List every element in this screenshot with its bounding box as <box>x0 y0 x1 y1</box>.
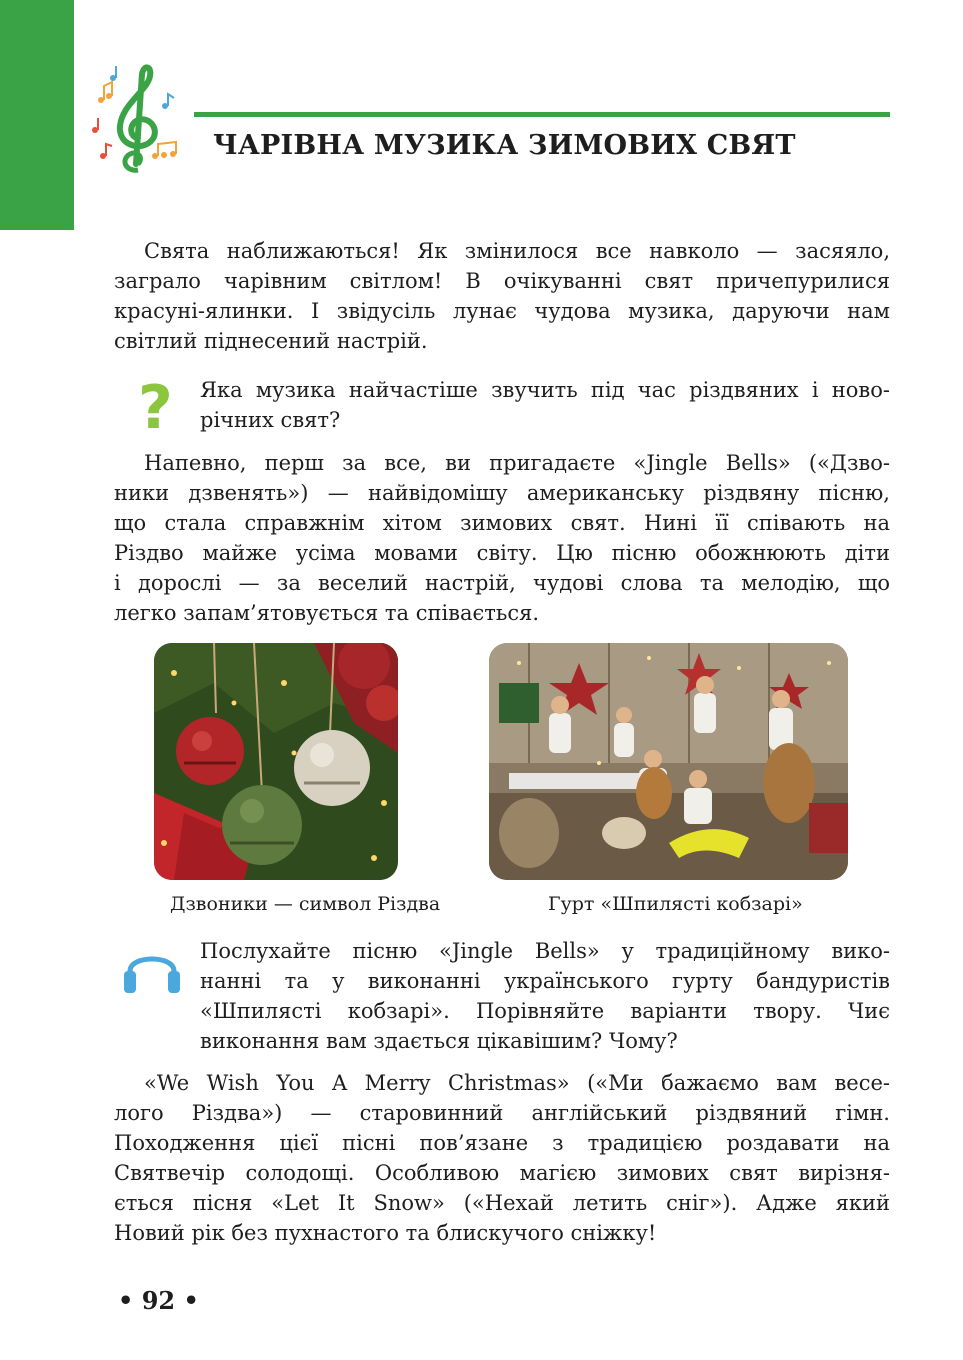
text-line: Новий рік без пухнастого та блискучого сніжку! <box>114 1221 657 1245</box>
text-line: світлий піднесений настрій. <box>114 329 428 353</box>
carols-paragraph <box>114 1068 890 1248</box>
question-mark-icon: ? <box>138 373 173 443</box>
caption-bells: Дзвоники — символ Різдва <box>170 893 441 915</box>
text-line: Різдво майже усіма мовами світу. Цю пісню обожнюють діти <box>114 541 890 565</box>
text-line: красуні-ялинки. І звідусіль лунає чудова музика, даруючи нам <box>114 299 890 323</box>
text-line: Походження цієї пісні пов’язане з традицією роздавати на <box>114 1131 890 1155</box>
text-line: Послухайте пісню «Jingle Bells» у традиційному вико- <box>200 939 890 963</box>
intro-paragraph <box>114 236 890 356</box>
page-title: ЧАРІВНА МУЗИКА ЗИМОВИХ СВЯТ <box>213 130 796 161</box>
text-line: лого Різдва») — старовинний англійський різдвяний гімн. <box>114 1101 890 1125</box>
chapter-color-tab <box>0 0 74 230</box>
text-line: виконання вам здається цікавішим? Чому? <box>200 1029 678 1053</box>
jingle-bells-paragraph <box>114 448 890 628</box>
text-line: річних свят? <box>200 408 341 432</box>
treble-clef-icon <box>86 60 186 180</box>
text-line: Свята наближаються! Як змінилося все навколо — засяяло, <box>144 239 890 263</box>
text-line: Святвечір солодощі. Особливою магією зимових свят вирізня- <box>114 1161 890 1185</box>
text-line: ється пісня «Let It Snow» («Нехай летить сніг»). Адже який <box>114 1191 890 1215</box>
page-number: • 92 • <box>118 1286 199 1315</box>
question-block <box>200 375 890 435</box>
text-line: і дорослі — за веселий настрій, чудові слова та мелодію, що <box>114 571 890 595</box>
title-rule <box>194 112 890 117</box>
text-line: «Шпилясті кобзарі». Порівняйте варіанти твору. Чиє <box>200 999 890 1023</box>
text-line: що стала справжнім хітом зимових свят. Нині її співають на <box>114 511 890 535</box>
photo-band-shpyliasti-kobzari <box>489 643 848 880</box>
text-line: легко запам’ятовується та співається. <box>114 601 540 625</box>
text-line: нанні та у виконанні українського гурту бандуристів <box>200 969 890 993</box>
headphones-icon <box>120 945 184 995</box>
caption-band: Гурт «Шпилясті кобзарі» <box>548 893 803 915</box>
text-line: ники дзвенять») — найвідомішу американську різдвяну пісню, <box>114 481 890 505</box>
text-line: заграло чарівним світлом! В очікуванні свят причепурилися <box>114 269 890 293</box>
text-line: Напевно, перш за все, ви пригадаєте «Jingle Bells» («Дзво- <box>144 451 890 475</box>
listen-task-block <box>200 936 890 1056</box>
text-line: «We Wish You A Merry Christmas» («Ми бажаємо вам весе- <box>144 1071 890 1095</box>
text-line: Яка музика найчастіше звучить під час різдвяних і ново- <box>200 378 890 402</box>
photo-christmas-bells <box>154 643 398 880</box>
